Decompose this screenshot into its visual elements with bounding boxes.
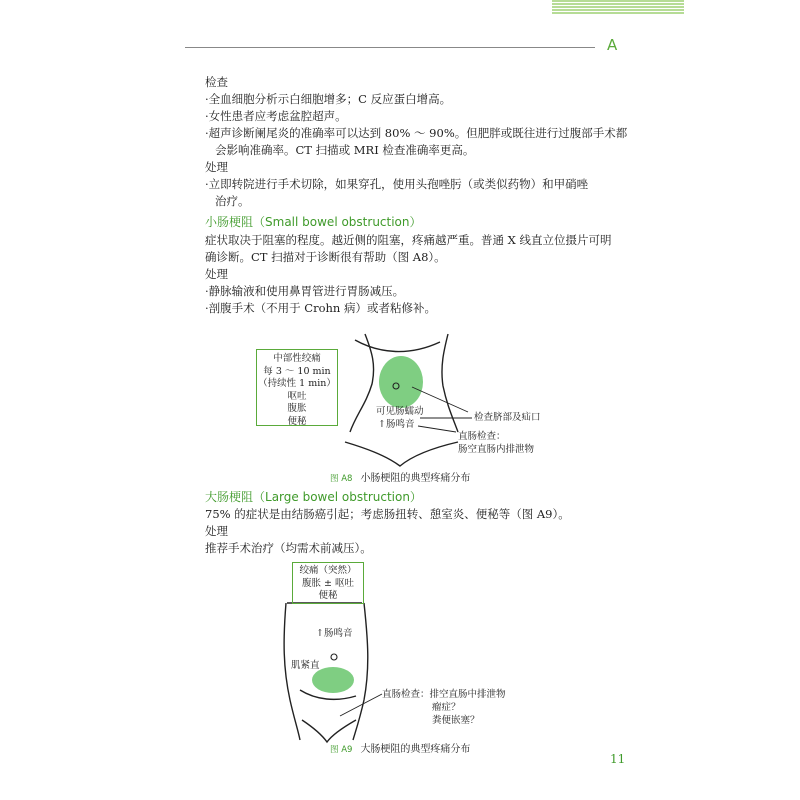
- a9-rectal-label-3: 粪便嵌塞？: [432, 715, 480, 726]
- small-bowel-line-2: 确诊断。CT 扫描对于诊断很有帮助（图 A8）。: [205, 250, 446, 264]
- small-bowel-heading-en: （Small bowel obstruction）: [253, 215, 422, 229]
- page-number: 11: [610, 752, 626, 766]
- chapter-letter: A: [607, 36, 618, 54]
- a9-tenderness-label: 肌紧直: [291, 660, 320, 671]
- a9-box-line: 便秘: [318, 590, 338, 601]
- treatment-label: 处理: [205, 160, 228, 174]
- a8-rectal-label-2: 肠空直肠内排泄物: [458, 444, 535, 455]
- figure-a9-caption: [330, 740, 470, 755]
- large-bowel-heading-cn: 大肠梗阻: [205, 490, 254, 504]
- a9-box-line: 绞痛（突然）: [299, 565, 357, 576]
- figure-a8-caption-text: 小肠梗阻的典型疼痛分布: [360, 473, 471, 484]
- a8-hernia-label: 检查脐部及疝口: [474, 412, 541, 423]
- small-bowel-treatment-label: 处理: [205, 267, 228, 281]
- a8-rectal-label-1: 直肠检查：: [458, 431, 506, 442]
- exam-item-2: ·女性患者应考虑盆腔超声。: [205, 109, 347, 123]
- figure-a9-caption-text: 大肠梗阻的典型疼痛分布: [360, 744, 471, 755]
- a9-rectal-label-2: 瘤症？: [432, 702, 461, 713]
- small-bowel-line-1: 症状取决于阻塞的程度。越近侧的阻塞，疼痛越严重。普通 X 线直立位摄片可明: [205, 233, 612, 247]
- a8-box-line: （持续性 1 min）: [258, 378, 336, 389]
- a8-box-line: 每 3 ～ 10 min: [263, 365, 331, 377]
- small-bowel-treatment-2: ·剖腹手术（不用于 Crohn 病）或者粘修补。: [205, 301, 436, 315]
- large-bowel-text: [205, 506, 625, 557]
- figure-a8-number: 图 A8: [330, 474, 353, 484]
- small-bowel-treatment-1: ·静脉输液和使用鼻胃管进行胃肠减压。: [205, 284, 405, 298]
- a9-box-line: 腹胀 ± 呕吐: [302, 577, 354, 589]
- exam-label: 检查: [205, 75, 228, 89]
- exam-item-1: ·全血细胞分析示白细胞增多；C 反应蛋白增高。: [205, 92, 452, 106]
- figure-a8-pain-area: [379, 356, 423, 408]
- large-bowel-heading-en: （Large bowel obstruction）: [253, 490, 422, 504]
- figure-a9-symptom-box: [292, 562, 364, 604]
- a8-bowel-sounds-label: ↑肠鸣音: [378, 419, 415, 430]
- large-bowel-treatment-1: 推荐手术治疗（均需术前减压）。: [205, 541, 372, 555]
- a8-box-line: 呕吐: [287, 390, 307, 402]
- a9-bowel-sounds-label: ↑肠鸣音: [316, 628, 353, 639]
- exam-item-3: ·超声诊断阑尾炎的准确率可以达到 80% ～ 90%。但肥胖或既往进行过腹部手术都: [205, 126, 628, 140]
- figure-a9-navel: [331, 654, 337, 660]
- figure-a8-caption: [330, 469, 470, 484]
- a8-box-line: 便秘: [287, 415, 307, 427]
- a9-rectal-label-1: 直肠检查：排空直肠中排泄物: [382, 689, 506, 700]
- treatment-item-1: ·立即转院进行手术切除，如果穿孔，使用头孢唑肟（或类似药物）和甲硝唑: [205, 177, 589, 191]
- exam-item-3-cont: 会影响准确率。CT 扫描或 MRI 检查准确率更高。: [215, 143, 475, 157]
- large-bowel-heading: [205, 488, 422, 505]
- small-bowel-heading-cn: 小肠梗阻: [205, 215, 254, 229]
- large-bowel-line-1: 75% 的症状是由结肠癌引起；考虑肠扭转、憩室炎、便秘等（图 A9）。: [205, 507, 570, 521]
- a8-box-line: 中部性绞痛: [273, 353, 321, 364]
- treatment-item-1-cont: 治疗。: [215, 194, 250, 208]
- figure-a9-number: 图 A9: [330, 745, 353, 755]
- a8-peristalsis-label: 可见肠蠕动: [376, 406, 424, 417]
- large-bowel-treatment-label: 处理: [205, 524, 228, 538]
- a8-box-line: 腹胀: [287, 403, 307, 414]
